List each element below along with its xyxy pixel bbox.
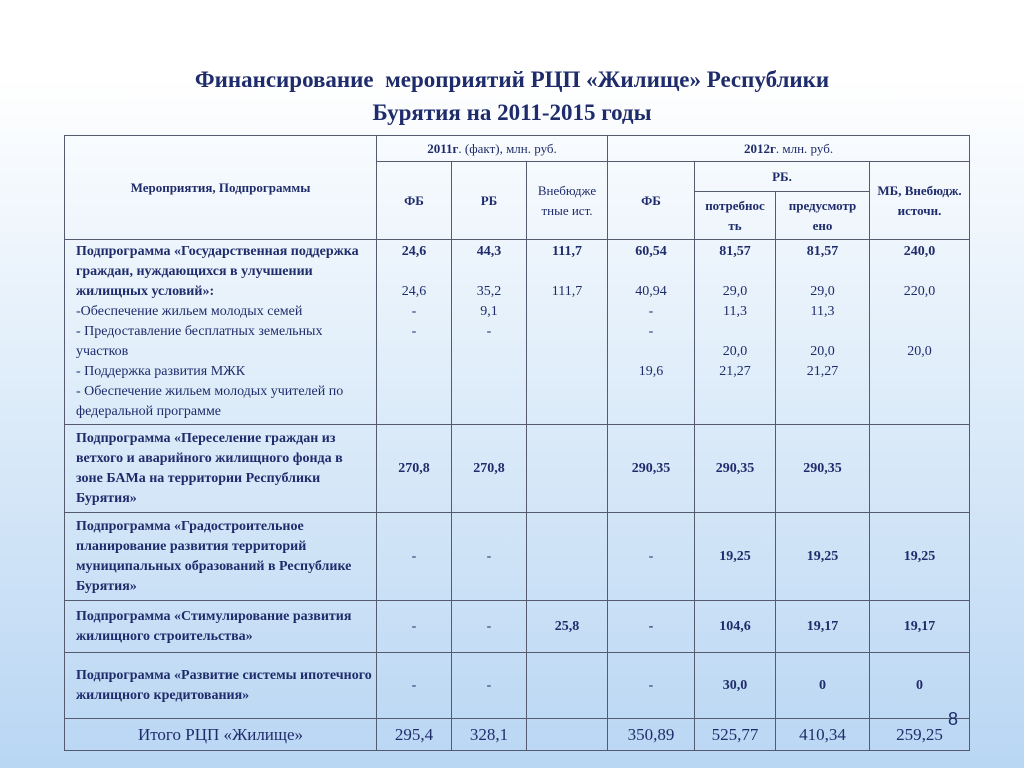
financing-table xyxy=(64,135,970,751)
row2-title: Подпрограмма «Переселение граждан из ветхого и аварийного жилищного фонда в зоне БАМа на территории Республики Бурятия» xyxy=(65,425,377,513)
header-fb-2012: ФБ xyxy=(608,162,695,240)
row1-fb12-3: - xyxy=(648,324,654,339)
total-label: Итого РЦП «Жилище» xyxy=(65,719,377,751)
table-row xyxy=(65,513,970,601)
row1-mb-4: 20,0 xyxy=(907,344,932,359)
total-row xyxy=(65,719,970,751)
row5-need: 30,0 xyxy=(695,653,776,719)
row3-planned: 19,25 xyxy=(776,513,870,601)
table-row xyxy=(65,601,970,653)
row5-planned: 0 xyxy=(776,653,870,719)
row3-need: 19,25 xyxy=(695,513,776,601)
row1-need-1: 29,0 xyxy=(722,284,748,299)
row2-planned: 290,35 xyxy=(776,425,870,513)
table-row xyxy=(65,653,970,719)
row1-extra-1: 111,7 xyxy=(551,284,583,299)
total-mb: 259,25 xyxy=(870,719,970,751)
header-2011-year: 2011г xyxy=(427,140,459,156)
slide-title xyxy=(0,63,1024,129)
row2-mb xyxy=(870,425,970,513)
row5-rb: - xyxy=(452,653,527,719)
row4-extra: 25,8 xyxy=(527,601,608,653)
total-planned: 410,34 xyxy=(776,719,870,751)
total-rb: 328,1 xyxy=(452,719,527,751)
row1-fb12-5: 19,6 xyxy=(638,364,664,379)
row1-fb12-total: 60,54 xyxy=(635,244,667,259)
header-planned: предусмотр ено xyxy=(776,192,870,240)
header-2011 xyxy=(377,136,608,162)
row4-fb: - xyxy=(377,601,452,653)
row1-rb xyxy=(452,240,527,425)
row1-item-2: - Предоставление бесплатных земельных участков xyxy=(76,324,323,359)
row5-extra xyxy=(527,653,608,719)
row1-fb-1: 24,6 xyxy=(401,284,427,299)
slide-title-line1: Финансирование мероприятий РЦП «Жилище» Республики xyxy=(194,67,830,92)
row2-rb: 270,8 xyxy=(452,425,527,513)
row5-mb: 0 xyxy=(870,653,970,719)
row4-fb12: - xyxy=(608,601,695,653)
row5-fb12: - xyxy=(608,653,695,719)
row3-fb: - xyxy=(377,513,452,601)
row1-item-4: - Обеспечение жильем молодых учителей по федеральной программе xyxy=(76,384,344,419)
total-fb: 295,4 xyxy=(377,719,452,751)
row2-fb: 270,8 xyxy=(377,425,452,513)
row1-fb12-1: 40,94 xyxy=(635,284,667,299)
row3-title: Подпрограмма «Градостроительное планирование развития территорий муниципальных образований в Республике Бурятия» xyxy=(65,513,377,601)
row3-extra xyxy=(527,513,608,601)
slide-title-line2: Бурятия на 2011-2015 годы xyxy=(372,100,652,125)
row1-planned xyxy=(776,240,870,425)
row1-extra xyxy=(527,240,608,425)
row1-mb-total: 240,0 xyxy=(903,244,936,259)
row1-extra-total: 111,7 xyxy=(552,244,582,259)
row1-item-1: -Обеспечение жильем молодых семей xyxy=(76,304,303,319)
row3-rb: - xyxy=(452,513,527,601)
header-extra-2011: Внебюдже тные ист. xyxy=(527,162,608,240)
row4-mb: 19,17 xyxy=(870,601,970,653)
row1-rb-3: - xyxy=(486,324,492,339)
header-fb-2011: ФБ xyxy=(377,162,452,240)
header-activities: Мероприятия, Подпрограммы xyxy=(65,136,377,240)
row1-rb-total: 44,3 xyxy=(476,244,502,259)
row4-title: Подпрограмма «Стимулирование развития жилищного строительства» xyxy=(65,601,377,653)
total-fb12: 350,89 xyxy=(608,719,695,751)
row1-fb12-2: - xyxy=(648,304,654,319)
row1-fb xyxy=(377,240,452,425)
header-mb-2012: МБ, Внебюдж. источн. xyxy=(870,162,970,240)
total-need: 525,77 xyxy=(695,719,776,751)
row1-mb-1: 220,0 xyxy=(903,284,936,299)
page-number: 8 xyxy=(948,709,959,729)
row1-fb-total: 24,6 xyxy=(401,244,427,259)
row2-need: 290,35 xyxy=(695,425,776,513)
row1-need-total: 81,57 xyxy=(719,244,751,259)
row1-need-4: 20,0 xyxy=(722,344,748,359)
row1-planned-2: 11,3 xyxy=(810,304,835,319)
row1-planned-1: 29,0 xyxy=(810,284,835,299)
header-rb-2012: РБ. xyxy=(695,162,870,192)
header-need: потребнос ть xyxy=(695,192,776,240)
row1-rb-2: 9,1 xyxy=(480,304,498,319)
header-2012-rest: . млн. руб. xyxy=(775,140,834,156)
row1-activity-cell xyxy=(65,240,377,425)
row5-title: Подпрограмма «Развитие системы ипотечного жилищного кредитования» xyxy=(65,653,377,719)
header-rb-2011: РБ xyxy=(452,162,527,240)
row1-planned-5: 21,27 xyxy=(806,364,839,379)
row2-extra xyxy=(527,425,608,513)
row1-planned-total: 81,57 xyxy=(806,244,839,259)
row4-need: 104,6 xyxy=(695,601,776,653)
row1-planned-4: 20,0 xyxy=(810,344,835,359)
table-row xyxy=(65,240,970,425)
row1-mb xyxy=(870,240,970,425)
table-row xyxy=(65,425,970,513)
row1-fb12 xyxy=(608,240,695,425)
row1-rb-1: 35,2 xyxy=(476,284,502,299)
row5-fb: - xyxy=(377,653,452,719)
row1-fb-2: - xyxy=(411,304,417,319)
row1-title: Подпрограмма «Государственная поддержка граждан, нуждающихся в улучшении жилищных условий»: xyxy=(76,244,359,299)
row1-item-3: - Поддержка развития МЖК xyxy=(76,364,246,379)
row2-fb12: 290,35 xyxy=(608,425,695,513)
total-extra xyxy=(527,719,608,751)
row3-mb: 19,25 xyxy=(870,513,970,601)
row4-rb: - xyxy=(452,601,527,653)
row1-need xyxy=(695,240,776,425)
row1-fb-3: - xyxy=(411,324,417,339)
row1-need-2: 11,3 xyxy=(723,304,747,319)
row3-fb12: - xyxy=(608,513,695,601)
row1-need-5: 21,27 xyxy=(719,364,751,379)
header-2012 xyxy=(608,136,970,162)
header-2011-rest: . (факт), млн. руб. xyxy=(458,140,557,156)
row4-planned: 19,17 xyxy=(776,601,870,653)
header-2012-year: 2012г xyxy=(743,140,776,156)
